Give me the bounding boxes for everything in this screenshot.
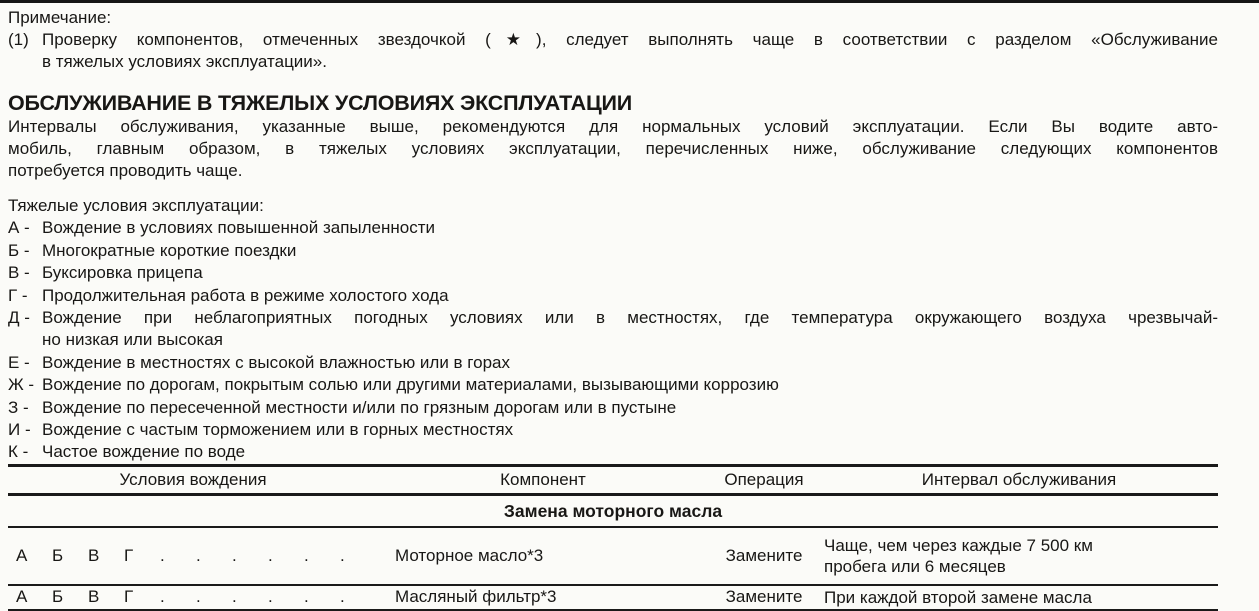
condition-letter: Е - xyxy=(8,352,30,372)
note-item-text: Проверку компонентов, отмеченных звездочкой (★), следует выполнять чаще в соответствии с разделом «Обслуживание xyxy=(42,30,1218,49)
intro-line-1: Интервалы обслуживания, указанные выше, рекомендуются для нормальных условий эксплуатации. Если Вы водите авто- xyxy=(8,117,1218,136)
condition-flag: . xyxy=(268,587,273,607)
table-row xyxy=(8,528,1218,584)
condition-text-line-1: Вождение при неблагоприятных погодных условиях или в местностях, где температура окружающего воздуха чрезвычай- xyxy=(42,308,1218,328)
condition-flag: В xyxy=(88,587,100,607)
intro-line-3: потребуется проводить чаще. xyxy=(8,161,243,180)
table-row xyxy=(8,586,1218,609)
condition-item-v xyxy=(8,262,1218,284)
condition-text: Вождение по пересеченной местности и/или по грязным дорогам или в пустыне xyxy=(42,397,677,417)
condition-text: Продолжительная работа в режиме холостого хода xyxy=(42,285,449,305)
table-header-row xyxy=(8,467,1218,493)
condition-flag: Б xyxy=(52,545,64,565)
previous-table-bottom-rule xyxy=(0,0,1259,3)
condition-flag: В xyxy=(88,545,100,565)
severe-service-heading: ОБСЛУЖИВАНИЕ В ТЯЖЕЛЫХ УСЛОВИЯХ ЭКСПЛУАТАЦИИ xyxy=(8,91,632,115)
condition-flags xyxy=(8,545,378,567)
condition-letter: В - xyxy=(8,263,30,283)
condition-item-z xyxy=(8,397,1218,419)
condition-flag: . xyxy=(304,545,309,565)
condition-flag: . xyxy=(340,587,345,607)
condition-letter: К - xyxy=(8,442,29,462)
condition-text-line-2: но низкая или высокая xyxy=(42,330,223,350)
col-header-operation: Операция xyxy=(724,469,804,489)
condition-flag: Б xyxy=(52,587,64,607)
severe-conditions-list-header: Тяжелые условия эксплуатации: xyxy=(8,196,264,215)
condition-text: Вождение в местностях с высокой влажностью или в горах xyxy=(42,352,510,372)
condition-text xyxy=(42,307,1218,352)
col-header-interval: Интервал обслуживания xyxy=(921,470,1117,490)
condition-text: Многократные короткие поездки xyxy=(42,240,297,260)
condition-flag: . xyxy=(268,545,273,565)
condition-text: Буксировка прицепа xyxy=(42,263,203,283)
condition-item-d xyxy=(8,307,1218,352)
condition-item-k xyxy=(8,441,1218,463)
condition-letter: Г - xyxy=(8,285,28,305)
intro-paragraph xyxy=(8,116,1218,182)
note-item-number: (1) xyxy=(8,30,29,49)
note-item xyxy=(8,29,1218,73)
maintenance-table xyxy=(8,464,1218,611)
condition-letter: А - xyxy=(8,218,30,238)
condition-flag: Г xyxy=(124,587,134,607)
condition-letter: И - xyxy=(8,420,31,440)
interval-cell xyxy=(820,535,1218,577)
col-header-component: Компонент xyxy=(500,469,586,489)
condition-item-i xyxy=(8,419,1218,441)
table-section-title: Замена моторного масла xyxy=(503,500,723,521)
component-cell: Масляный фильтр*3 xyxy=(395,587,557,607)
component-cell: Моторное масло*3 xyxy=(395,545,544,565)
col-header-driving-conditions: Условия вождения xyxy=(119,469,267,489)
condition-flag: . xyxy=(160,545,165,565)
note-label: Примечание: xyxy=(8,8,112,27)
condition-text: Вождение с частым торможением или в горных местностях xyxy=(42,420,514,440)
condition-item-e xyxy=(8,352,1218,374)
condition-item-b xyxy=(8,240,1218,262)
condition-text: Частое вождение по воде xyxy=(42,442,246,462)
condition-item-zh xyxy=(8,374,1218,396)
note-item-body xyxy=(42,29,1218,73)
condition-flag: . xyxy=(232,545,237,565)
operation-cell: Замените xyxy=(725,545,803,565)
condition-flag: А xyxy=(16,545,28,565)
condition-flags xyxy=(8,586,378,608)
condition-letter: Б - xyxy=(8,240,30,260)
interval-line-2: пробега или 6 месяцев xyxy=(824,556,1006,576)
condition-flag: . xyxy=(232,587,237,607)
condition-item-a xyxy=(8,217,1218,239)
intro-line-2: мобиль, главным образом, в тяжелых условиях эксплуатации, перечисленных ниже, обслуживание следующих компонентов xyxy=(8,139,1218,158)
condition-text: Вождение в условиях повышенной запыленности xyxy=(42,218,436,238)
condition-text: Вождение по дорогам, покрытым солью или другими материалами, вызывающими коррозию xyxy=(42,375,779,395)
condition-flag: Г xyxy=(124,545,134,565)
operation-cell: Замените xyxy=(725,587,803,607)
interval-line-1: При каждой второй замене масла xyxy=(824,587,1092,607)
condition-flag: . xyxy=(304,587,309,607)
condition-flag: . xyxy=(196,545,201,565)
condition-item-g xyxy=(8,285,1218,307)
severe-conditions-list xyxy=(8,195,1218,464)
condition-flag: . xyxy=(160,587,165,607)
condition-flag: А xyxy=(16,587,28,607)
note-item-text-continuation: в тяжелых условиях эксплуатации». xyxy=(42,52,327,71)
condition-letter: Д - xyxy=(8,308,30,328)
condition-letter: Ж - xyxy=(8,375,35,395)
note-block xyxy=(8,7,1218,73)
interval-line-1: Чаще, чем через каждые 7 500 км xyxy=(824,535,1093,555)
condition-flag: . xyxy=(340,545,345,565)
condition-flag: . xyxy=(196,587,201,607)
interval-cell xyxy=(820,587,1218,608)
condition-letter: З - xyxy=(8,397,29,417)
